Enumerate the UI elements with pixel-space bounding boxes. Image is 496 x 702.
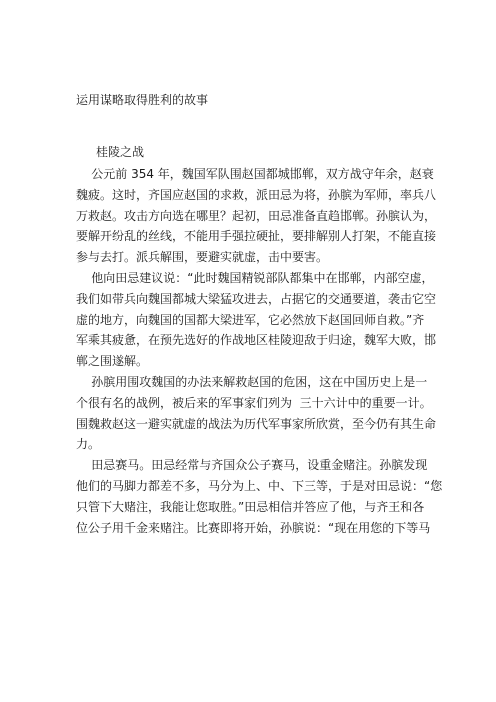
section-heading: 桂陵之战	[96, 145, 145, 159]
paragraph-4: 田忌赛马。田忌经常与齐国众公子赛马，设重金赌注。孙膑发现 他们的马脚力都差不多，马分为上、中、下三等，于是对田忌说：“您 只管下大赌注，我能让您取胜。”田忌相信并答应了他，与齐王和各 位公子用千金来赌注。比赛即将开始，孙膑说：“现在用您的下等马	[76, 458, 443, 535]
paragraph-2: 他向田忌建议说：“此时魏国精锐部队都集中在邯郸，内部空虚， 我们如带兵向魏国都城大梁猛攻进去，占据它的交通要道，袭击它空 虚的地方，向魏国的国都大梁进军，它必然放下赵国回师自救。”齐 军乘其疲惫，在预先选好的作战地区桂陵迎敌于归途，魏军大败，邯 郸之围遂解。	[76, 270, 437, 369]
paragraph-3: 孙膑用围攻魏国的办法来解救赵国的危困，这在中国历史上是一 个很有名的战例，被后来的军事家们列为 三十六计中的重要一计。 围魏救赵这一避实就虚的战法为历代军事家所欣赏，至今仍有其生命 力。	[76, 374, 437, 452]
document-body	[76, 164, 443, 538]
document-title: 运用谋略取得胜利的故事	[76, 93, 209, 107]
paragraph-1: 公元前 354 年，魏国军队围赵国都城邯郸，双方战守年余，赵衰 魏疲。这时，齐国应赵国的求救，派田忌为将，孙膑为军师，率兵八 万救赵。攻击方向选在哪里？起初，田忌准备直趋邯郸。孙膑认为， 要解开纷乱的丝线，不能用手强拉硬扯，要排解别人打架，不能直接 参与去打。派兵解围，要避实就虚，击中要害。	[76, 167, 437, 265]
